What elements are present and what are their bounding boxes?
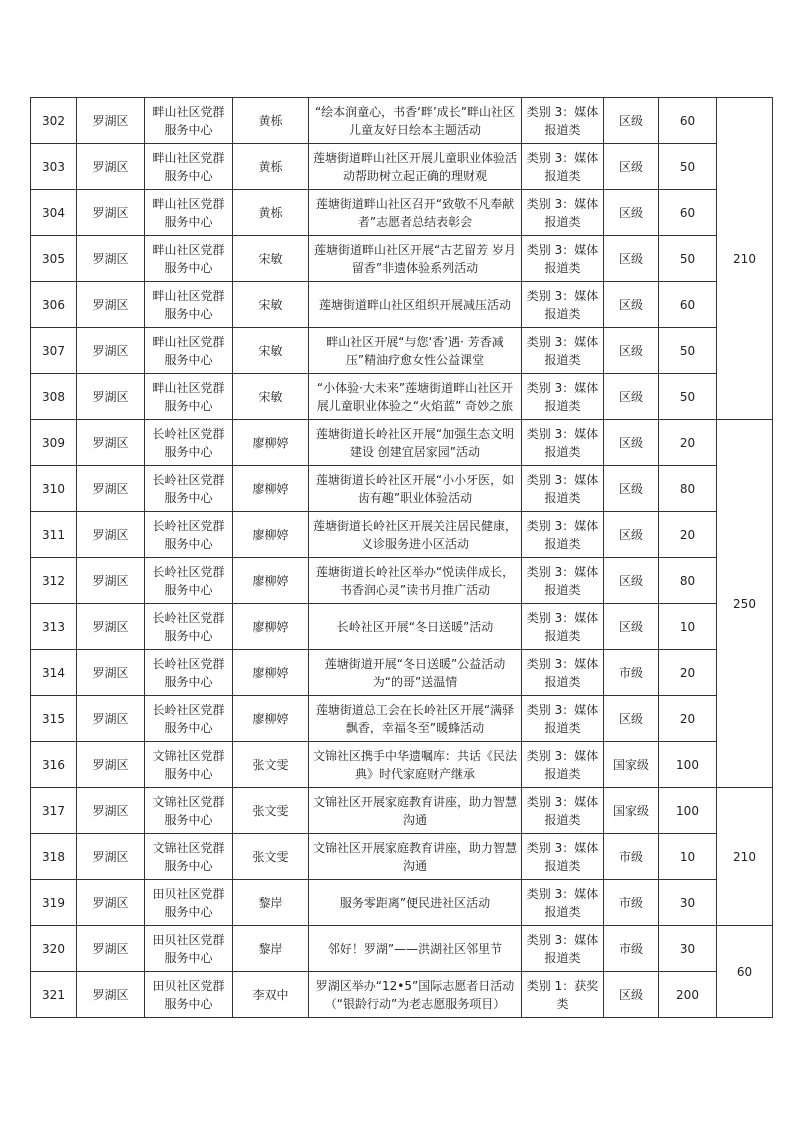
table-row — [31, 144, 773, 190]
cell-org: 畔山社区党群服务中心 — [145, 328, 233, 374]
cell-score: 50 — [659, 144, 717, 190]
cell-title: 莲塘街道总工会在长岭社区开展“满驿飘香，幸福冬至”暖蜂活动 — [309, 696, 522, 742]
cell-score: 10 — [659, 834, 717, 880]
cell-org: 田贝社区党群服务中心 — [145, 926, 233, 972]
cell-org: 畔山社区党群服务中心 — [145, 144, 233, 190]
cell-score: 80 — [659, 558, 717, 604]
cell-org: 畔山社区党群服务中心 — [145, 282, 233, 328]
cell-org: 长岭社区党群服务中心 — [145, 558, 233, 604]
cell-org: 长岭社区党群服务中心 — [145, 466, 233, 512]
records-body — [31, 98, 773, 1018]
cell-org: 畔山社区党群服务中心 — [145, 190, 233, 236]
cell-category: 类别 3：媒体报道类 — [522, 650, 604, 696]
table-row — [31, 282, 773, 328]
cell-org: 田贝社区党群服务中心 — [145, 972, 233, 1018]
cell-person: 廖柳婷 — [233, 650, 309, 696]
table-row — [31, 788, 773, 834]
table-row — [31, 420, 773, 466]
cell-title: 莲塘街道长岭社区举办“悦读伴成长，书香润心灵”读书月推广活动 — [309, 558, 522, 604]
cell-org: 长岭社区党群服务中心 — [145, 650, 233, 696]
cell-no: 319 — [31, 880, 77, 926]
cell-category: 类别 3：媒体报道类 — [522, 328, 604, 374]
cell-no: 311 — [31, 512, 77, 558]
cell-district: 罗湖区 — [77, 788, 145, 834]
cell-person: 张文雯 — [233, 742, 309, 788]
cell-person: 宋敏 — [233, 328, 309, 374]
cell-score: 200 — [659, 972, 717, 1018]
cell-no: 304 — [31, 190, 77, 236]
cell-person: 廖柳婷 — [233, 558, 309, 604]
cell-category: 类别 3：媒体报道类 — [522, 190, 604, 236]
cell-person: 廖柳婷 — [233, 604, 309, 650]
cell-person: 黎岸 — [233, 880, 309, 926]
cell-org: 田贝社区党群服务中心 — [145, 880, 233, 926]
cell-no: 302 — [31, 98, 77, 144]
cell-score: 100 — [659, 742, 717, 788]
cell-title: 罗湖区举办“12•5”国际志愿者日活动（“银龄行动”为老志愿服务项目） — [309, 972, 522, 1018]
cell-title: 莲塘街道畔山社区开展儿童职业体验活动帮助树立起正确的理财观 — [309, 144, 522, 190]
cell-person: 黄栎 — [233, 144, 309, 190]
cell-district: 罗湖区 — [77, 328, 145, 374]
cell-level: 区级 — [604, 282, 659, 328]
cell-no: 306 — [31, 282, 77, 328]
cell-category: 类别 3：媒体报道类 — [522, 880, 604, 926]
cell-title: 文锦社区开展家庭教育讲座，助力智慧沟通 — [309, 834, 522, 880]
cell-no: 313 — [31, 604, 77, 650]
cell-category: 类别 3：媒体报道类 — [522, 834, 604, 880]
cell-no: 314 — [31, 650, 77, 696]
cell-title: 莲塘街道开展“冬日送暖”公益活动 为“的哥”送温情 — [309, 650, 522, 696]
cell-category: 类别 3：媒体报道类 — [522, 282, 604, 328]
cell-title: 莲塘街道长岭社区开展关注居民健康，义诊服务进小区活动 — [309, 512, 522, 558]
cell-category: 类别 3：媒体报道类 — [522, 788, 604, 834]
cell-no: 316 — [31, 742, 77, 788]
cell-title: 莲塘街道畔山社区组织开展减压活动 — [309, 282, 522, 328]
table-row — [31, 604, 773, 650]
cell-level: 市级 — [604, 926, 659, 972]
cell-title: 莲塘街道畔山社区开展“古艺留芳 岁月留香”非遗体验系列活动 — [309, 236, 522, 282]
cell-title: 莲塘街道长岭社区开展“小小牙医，如齿有趣”职业体验活动 — [309, 466, 522, 512]
cell-district: 罗湖区 — [77, 374, 145, 420]
cell-title: “绘本润童心，书香‘畔’成长”畔山社区儿童友好日绘本主题活动 — [309, 98, 522, 144]
cell-no: 308 — [31, 374, 77, 420]
table-row — [31, 558, 773, 604]
cell-category: 类别 3：媒体报道类 — [522, 742, 604, 788]
cell-person: 廖柳婷 — [233, 420, 309, 466]
cell-person: 宋敏 — [233, 236, 309, 282]
cell-level: 市级 — [604, 650, 659, 696]
cell-district: 罗湖区 — [77, 926, 145, 972]
cell-person: 宋敏 — [233, 374, 309, 420]
cell-title: 文锦社区携手中华遗嘱库：共话《民法典》时代家庭财产继承 — [309, 742, 522, 788]
cell-district: 罗湖区 — [77, 650, 145, 696]
cell-title: 文锦社区开展家庭教育讲座，助力智慧沟通 — [309, 788, 522, 834]
cell-no: 305 — [31, 236, 77, 282]
cell-no: 312 — [31, 558, 77, 604]
cell-score: 10 — [659, 604, 717, 650]
cell-category: 类别 3：媒体报道类 — [522, 696, 604, 742]
cell-level: 区级 — [604, 512, 659, 558]
cell-score: 60 — [659, 98, 717, 144]
cell-no: 321 — [31, 972, 77, 1018]
cell-person: 张文雯 — [233, 834, 309, 880]
cell-total: 250 — [717, 420, 773, 788]
cell-district: 罗湖区 — [77, 144, 145, 190]
cell-level: 区级 — [604, 420, 659, 466]
cell-title: 邻好！罗湖”——洪湖社区邻里节 — [309, 926, 522, 972]
cell-level: 区级 — [604, 144, 659, 190]
cell-level: 国家级 — [604, 742, 659, 788]
table-row — [31, 236, 773, 282]
cell-level: 区级 — [604, 374, 659, 420]
cell-person: 李双中 — [233, 972, 309, 1018]
table-row — [31, 650, 773, 696]
cell-score: 30 — [659, 880, 717, 926]
cell-district: 罗湖区 — [77, 190, 145, 236]
table-row — [31, 742, 773, 788]
cell-total: 60 — [717, 926, 773, 1018]
records-table — [30, 97, 773, 1018]
cell-title: 服务零距离”便民进社区活动 — [309, 880, 522, 926]
cell-district: 罗湖区 — [77, 696, 145, 742]
cell-level: 区级 — [604, 972, 659, 1018]
cell-no: 317 — [31, 788, 77, 834]
cell-district: 罗湖区 — [77, 236, 145, 282]
cell-score: 20 — [659, 650, 717, 696]
cell-person: 廖柳婷 — [233, 512, 309, 558]
cell-score: 50 — [659, 374, 717, 420]
table-row — [31, 926, 773, 972]
cell-district: 罗湖区 — [77, 972, 145, 1018]
cell-title: 莲塘街道长岭社区开展“加强生态文明建设 创建宜居家园”活动 — [309, 420, 522, 466]
cell-category: 类别 3：媒体报道类 — [522, 374, 604, 420]
cell-score: 20 — [659, 696, 717, 742]
table-row — [31, 696, 773, 742]
cell-org: 长岭社区党群服务中心 — [145, 420, 233, 466]
cell-category: 类别 3：媒体报道类 — [522, 98, 604, 144]
cell-category: 类别 3：媒体报道类 — [522, 604, 604, 650]
cell-level: 市级 — [604, 834, 659, 880]
table-row — [31, 880, 773, 926]
table-row — [31, 512, 773, 558]
cell-score: 50 — [659, 236, 717, 282]
cell-total: 210 — [717, 788, 773, 926]
cell-category: 类别 3：媒体报道类 — [522, 466, 604, 512]
cell-district: 罗湖区 — [77, 558, 145, 604]
cell-district: 罗湖区 — [77, 604, 145, 650]
cell-level: 国家级 — [604, 788, 659, 834]
cell-level: 区级 — [604, 190, 659, 236]
cell-title: 畔山社区开展“与您‘香’遇· 芳香减压”精油疗愈女性公益课堂 — [309, 328, 522, 374]
cell-title: 长岭社区开展“冬日送暖”活动 — [309, 604, 522, 650]
cell-score: 60 — [659, 282, 717, 328]
table-row — [31, 466, 773, 512]
cell-org: 长岭社区党群服务中心 — [145, 604, 233, 650]
cell-person: 宋敏 — [233, 282, 309, 328]
table-row — [31, 374, 773, 420]
cell-district: 罗湖区 — [77, 420, 145, 466]
cell-org: 长岭社区党群服务中心 — [145, 696, 233, 742]
cell-org: 畔山社区党群服务中心 — [145, 98, 233, 144]
cell-level: 区级 — [604, 98, 659, 144]
cell-score: 60 — [659, 190, 717, 236]
cell-person: 廖柳婷 — [233, 696, 309, 742]
cell-no: 318 — [31, 834, 77, 880]
cell-score: 30 — [659, 926, 717, 972]
cell-title: “小体验·大未来”莲塘街道畔山社区开展儿童职业体验之“火焰蓝” 奇妙之旅 — [309, 374, 522, 420]
cell-no: 320 — [31, 926, 77, 972]
cell-category: 类别 3：媒体报道类 — [522, 420, 604, 466]
cell-category: 类别 3：媒体报道类 — [522, 512, 604, 558]
cell-district: 罗湖区 — [77, 98, 145, 144]
cell-person: 黄栎 — [233, 98, 309, 144]
cell-category: 类别 1：获奖类 — [522, 972, 604, 1018]
cell-district: 罗湖区 — [77, 880, 145, 926]
cell-person: 张文雯 — [233, 788, 309, 834]
cell-level: 区级 — [604, 328, 659, 374]
cell-org: 畔山社区党群服务中心 — [145, 374, 233, 420]
cell-district: 罗湖区 — [77, 466, 145, 512]
table-row — [31, 98, 773, 144]
cell-score: 50 — [659, 328, 717, 374]
cell-level: 区级 — [604, 696, 659, 742]
cell-org: 文锦社区党群服务中心 — [145, 742, 233, 788]
cell-org: 文锦社区党群服务中心 — [145, 834, 233, 880]
cell-score: 100 — [659, 788, 717, 834]
cell-title: 莲塘街道畔山社区召开“致敬不凡奉献者”志愿者总结表彰会 — [309, 190, 522, 236]
cell-category: 类别 3：媒体报道类 — [522, 926, 604, 972]
cell-total: 210 — [717, 98, 773, 420]
table-row — [31, 328, 773, 374]
cell-score: 20 — [659, 512, 717, 558]
cell-org: 长岭社区党群服务中心 — [145, 512, 233, 558]
cell-category: 类别 3：媒体报道类 — [522, 236, 604, 282]
cell-org: 畔山社区党群服务中心 — [145, 236, 233, 282]
cell-level: 区级 — [604, 236, 659, 282]
cell-district: 罗湖区 — [77, 282, 145, 328]
cell-category: 类别 3：媒体报道类 — [522, 558, 604, 604]
cell-person: 黎岸 — [233, 926, 309, 972]
cell-org: 文锦社区党群服务中心 — [145, 788, 233, 834]
cell-person: 黄栎 — [233, 190, 309, 236]
cell-no: 315 — [31, 696, 77, 742]
table-row — [31, 834, 773, 880]
cell-score: 80 — [659, 466, 717, 512]
cell-person: 廖柳婷 — [233, 466, 309, 512]
cell-no: 310 — [31, 466, 77, 512]
cell-level: 区级 — [604, 466, 659, 512]
cell-score: 20 — [659, 420, 717, 466]
cell-district: 罗湖区 — [77, 512, 145, 558]
cell-level: 区级 — [604, 558, 659, 604]
cell-level: 市级 — [604, 880, 659, 926]
table-row — [31, 972, 773, 1018]
cell-level: 区级 — [604, 604, 659, 650]
cell-no: 309 — [31, 420, 77, 466]
cell-district: 罗湖区 — [77, 834, 145, 880]
cell-category: 类别 3：媒体报道类 — [522, 144, 604, 190]
cell-no: 307 — [31, 328, 77, 374]
table-row — [31, 190, 773, 236]
cell-no: 303 — [31, 144, 77, 190]
cell-district: 罗湖区 — [77, 742, 145, 788]
